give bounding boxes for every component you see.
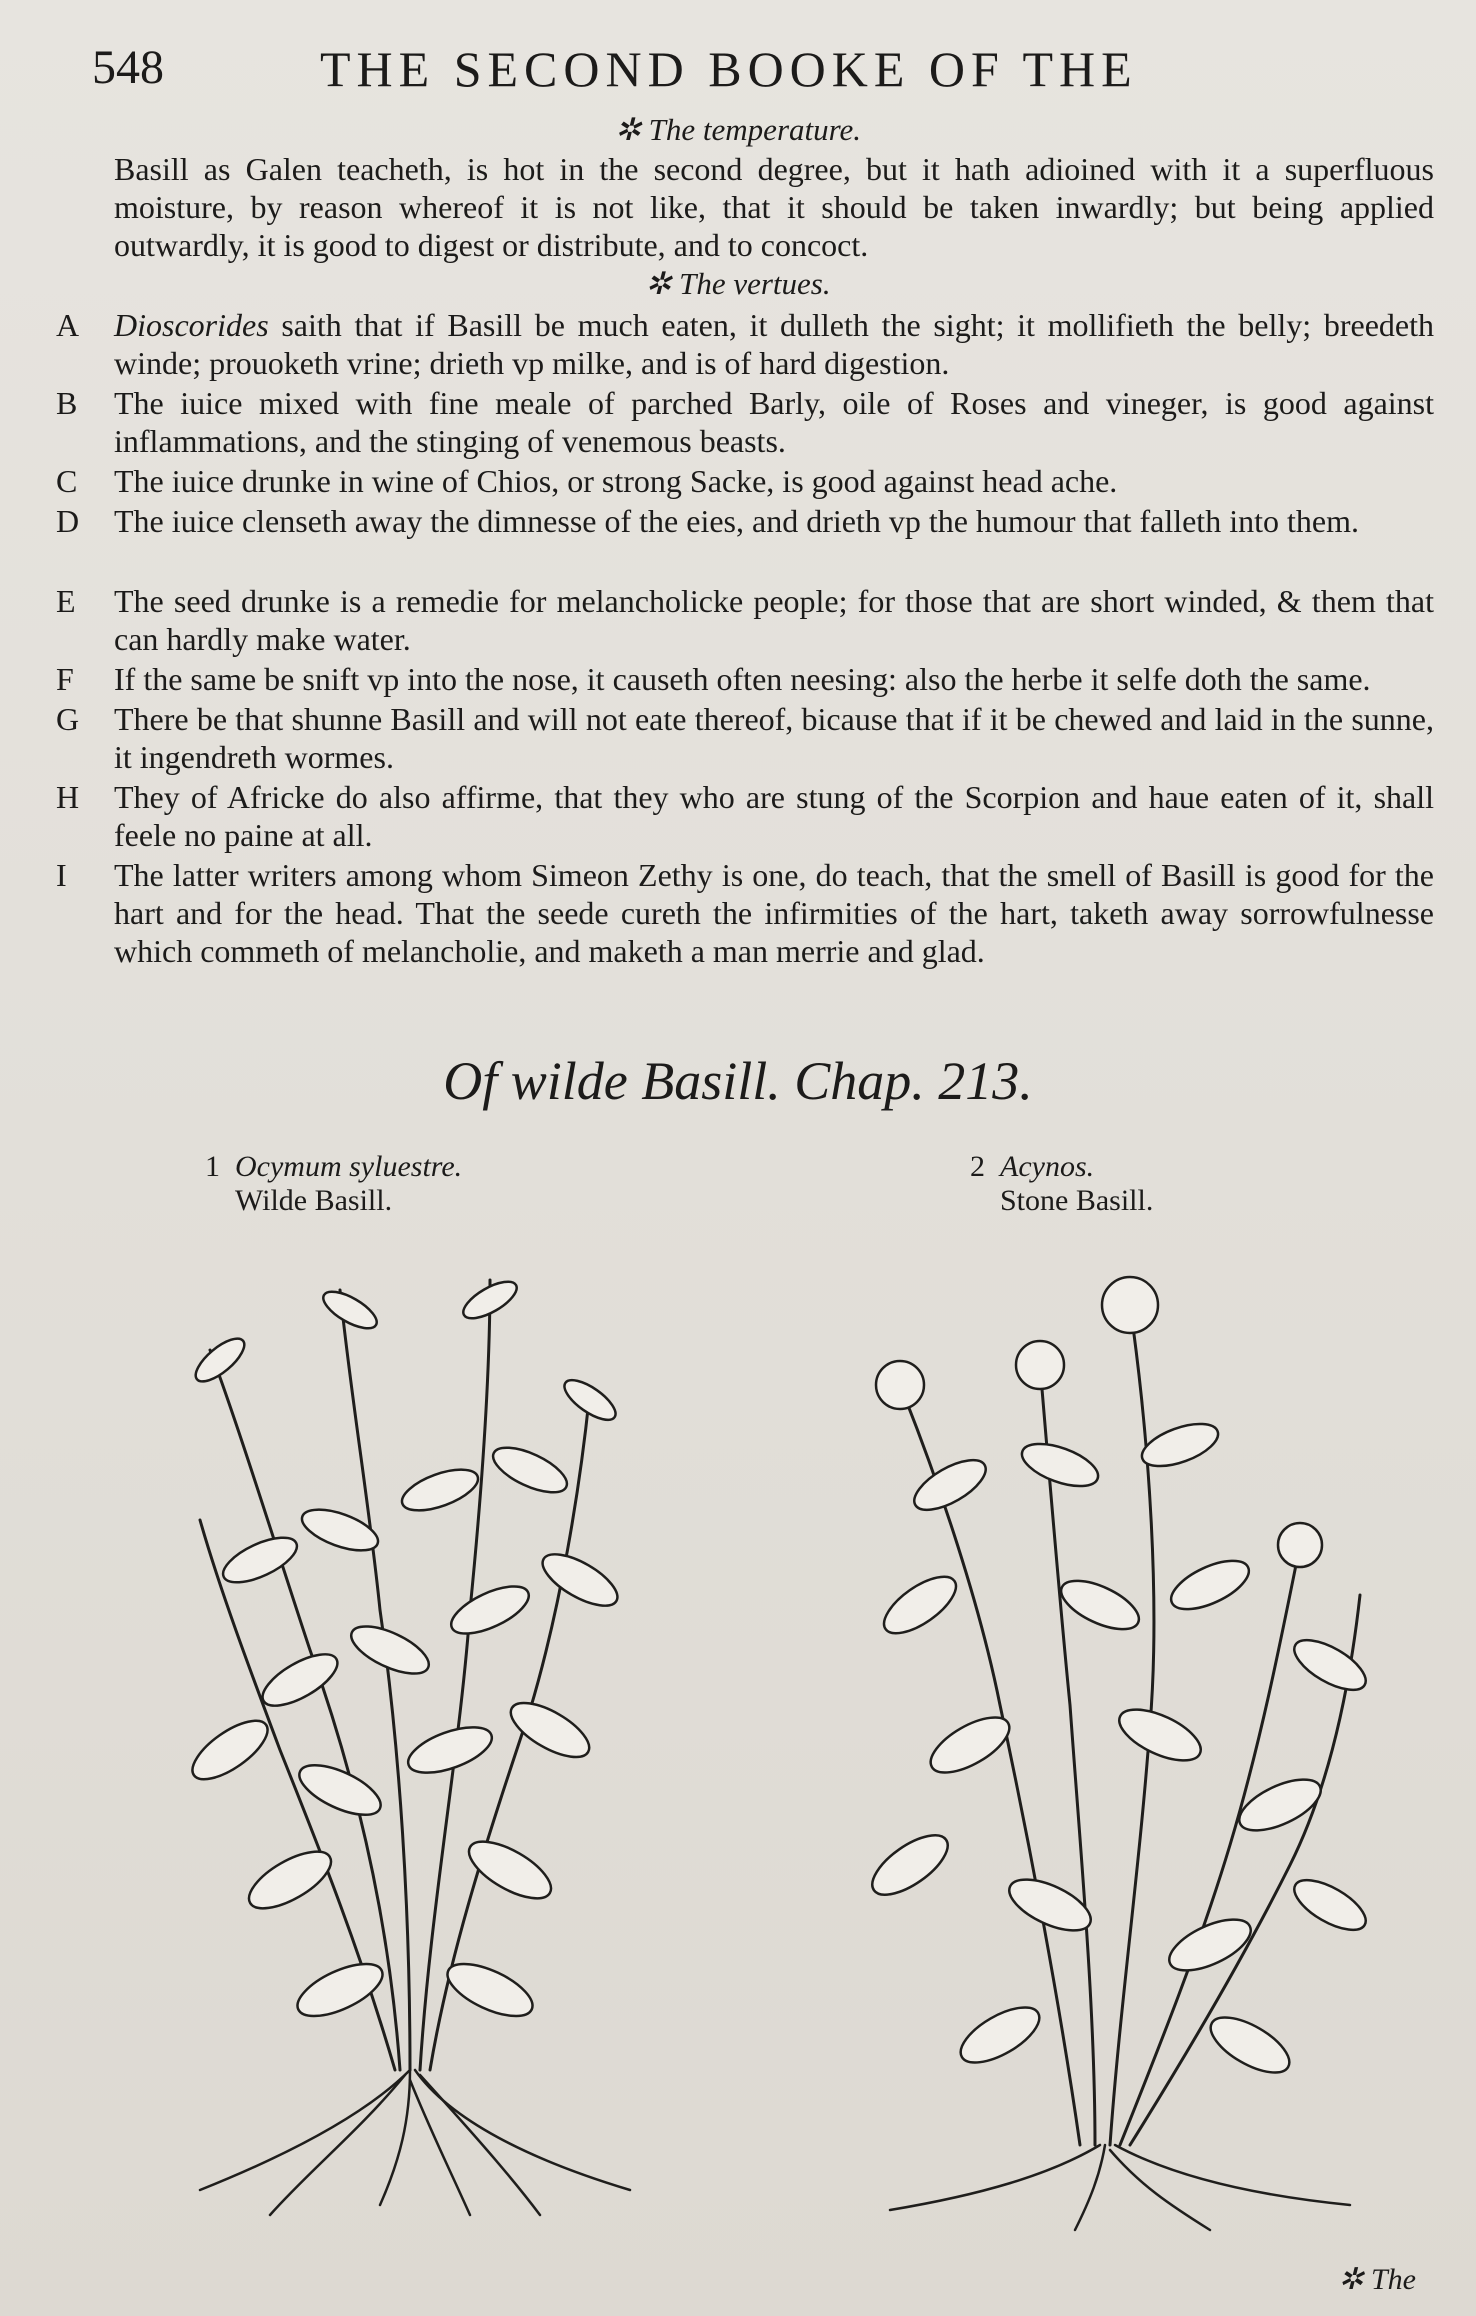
- stone-basill-woodcut: [830, 1245, 1390, 2235]
- temperature-paragraph: [74, 150, 1434, 264]
- figure-number: 1: [205, 1150, 220, 1183]
- catchword: ✲ The: [1338, 2263, 1416, 2296]
- page-number: 548: [92, 41, 164, 94]
- vertue-item: [56, 462, 1434, 500]
- figure-caption-1: [205, 1150, 462, 1218]
- vertue-item: [56, 700, 1434, 776]
- vertue-letter: G: [56, 701, 80, 737]
- figure-caption-2: [970, 1150, 1153, 1218]
- vertue-item: [56, 502, 1434, 540]
- vertue-item: [56, 660, 1434, 698]
- vertues-heading: ✲ The vertues.: [645, 266, 831, 301]
- vertue-item: [56, 778, 1434, 854]
- vertue-letter: F: [56, 661, 74, 697]
- temperature-text: Basill as Galen teacheth, is hot in the second degree, but it hath adioined with it a superfluous moisture, by reason whereof it is not like, that it should be taken inwardly; but being applied outwardly, it is good to digest or distribute, and to concoct.: [114, 151, 1434, 263]
- vertue-text: saith that if Basill be much eaten, it dulleth the sight; it mollifieth the belly; breedeth winde; prouoketh vrine; drieth vp milke, and is of hard digestion.: [114, 307, 1434, 381]
- vertue-text: They of Africke do also affirme, that they who are stung of the Scorpion and haue eaten of it, shall feele no paine at all.: [114, 779, 1434, 853]
- vertue-item: [56, 306, 1434, 382]
- figure-latin-name: Acynos.: [1000, 1150, 1095, 1183]
- chapter-title: Of wilde Basill. Chap. 213.: [443, 1051, 1033, 1111]
- vertue-letter: B: [56, 385, 78, 421]
- vertue-lead: Dioscorides: [114, 307, 269, 343]
- vertue-letter: C: [56, 463, 78, 499]
- vertue-text: The seed drunke is a remedie for melancholicke people; for those that are short winded, & them that can hardly make water.: [114, 583, 1434, 657]
- figure-latin-name: Ocymum syluestre.: [235, 1150, 463, 1183]
- vertue-letter: E: [56, 583, 76, 619]
- vertue-text: There be that shunne Basill and will not eate thereof, bicause that if it be chewed and laid in the sunne, it ingendreth wormes.: [114, 701, 1434, 775]
- vertue-text: The iuice mixed with fine meale of parched Barly, oile of Roses and vineger, is good against inflammations, and the stinging of venemous beasts.: [114, 385, 1434, 459]
- vertue-letter: D: [56, 503, 80, 539]
- vertue-letter: I: [56, 857, 67, 893]
- vertue-text: If the same be snift vp into the nose, it causeth often neesing: also the herbe it selfe doth the same.: [114, 661, 1371, 697]
- figure-english-name: Stone Basill.: [1000, 1184, 1154, 1217]
- temperature-heading: ✲ The temperature.: [614, 112, 862, 147]
- vertue-text: The iuice drunke in wine of Chios, or strong Sacke, is good against head ache.: [114, 463, 1118, 499]
- figure-english-name: Wilde Basill.: [235, 1184, 393, 1217]
- vertue-text: The latter writers among whom Simeon Zethy is one, do teach, that the smell of Basill is good for the hart and for the head. That the seede cureth the infirmities of the hart, taketh away sorrowfulnesse which commeth of melancholie, and maketh a man merrie and glad.: [114, 857, 1434, 969]
- vertue-text: The iuice clenseth away the dimnesse of the eies, and drieth vp the humour that falleth into them.: [114, 503, 1359, 539]
- vertue-item: [56, 856, 1434, 970]
- vertue-item: [56, 384, 1434, 460]
- page-header: [0, 40, 1476, 110]
- running-head: THE SECOND BOOKE OF THE: [320, 41, 1138, 97]
- vertue-item: [56, 582, 1434, 658]
- figure-number: 2: [970, 1150, 985, 1183]
- vertue-letter: A: [56, 307, 80, 343]
- wilde-basill-woodcut: [110, 1230, 670, 2220]
- vertue-letter: H: [56, 779, 80, 815]
